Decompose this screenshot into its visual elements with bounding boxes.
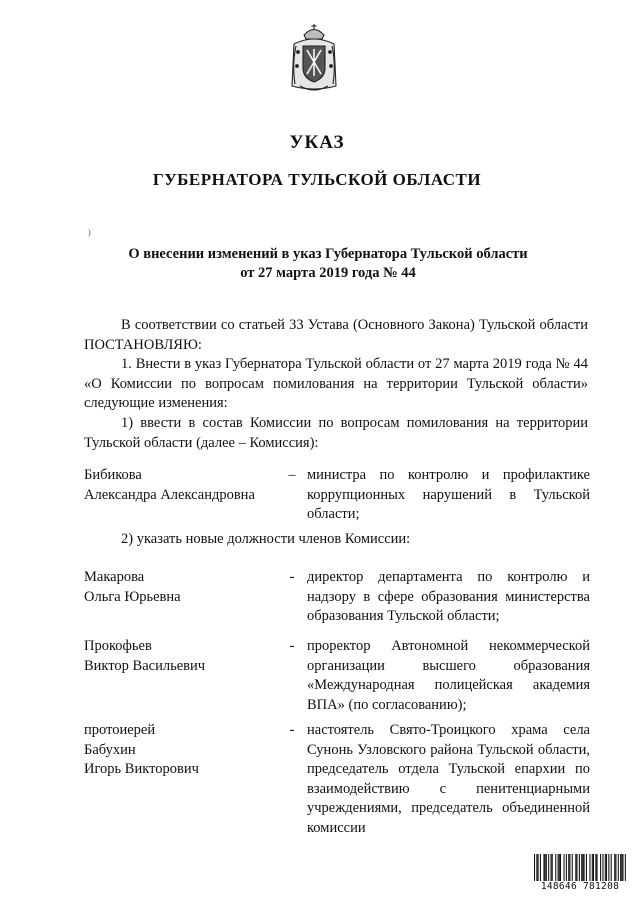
barcode-bar (597, 854, 598, 881)
barcode-bar (581, 854, 582, 881)
barcode-bar (622, 854, 623, 881)
paragraph-item-1-2: 2) указать новые должности членов Комиссии: (121, 531, 411, 547)
barcode-bar (551, 854, 552, 881)
barcode-bar (569, 854, 570, 881)
barcode-bar (579, 854, 580, 881)
paragraph-item-1-1: 1) ввести в состав Комиссии по вопросам помилования на территории Тульской области (далее – Комиссия): (84, 415, 588, 451)
barcode-bar (552, 854, 553, 881)
barcode-bar (589, 854, 590, 881)
barcode-bar (593, 854, 594, 881)
member-name: Макарова Ольга Юрьевна (84, 569, 181, 605)
barcode-bar (536, 854, 537, 881)
barcode-bar (558, 854, 559, 881)
barcode-bar (572, 854, 573, 881)
barcode-bar (534, 854, 535, 881)
paragraph-item-1: 1. Внести в указ Губернатора Тульской области от 27 марта 2019 года № 44 «О Комиссии по вопросам помилования на территории Тульской области» следующие изменения: (84, 356, 588, 411)
barcode-bar (606, 854, 607, 881)
member-name: Прокофьев Виктор Васильевич (84, 638, 206, 674)
barcode-bar (575, 854, 576, 881)
barcode-bar (546, 854, 547, 881)
member-dash: - (289, 722, 295, 738)
document-issuer: ГУБЕРНАТОРА ТУЛЬСКОЙ ОБЛАСТИ (152, 170, 482, 189)
barcode-bar (620, 854, 621, 881)
barcode-bar (611, 854, 612, 881)
member-dash: – (288, 467, 296, 483)
barcode-bar (595, 854, 596, 881)
barcode-bar (545, 854, 546, 881)
stray-mark: ) (88, 228, 91, 237)
barcode-bar (559, 854, 560, 881)
barcode-bar (586, 854, 587, 881)
barcode-bar (568, 854, 569, 881)
barcode-number: 148646 781208 (534, 881, 626, 892)
barcode-bar (608, 854, 609, 881)
barcode-bar (592, 854, 593, 881)
document-title: УКАЗ (289, 132, 345, 153)
paragraph-preamble: В соответствии со статьей 33 Устава (Основного Закона) Тульской области ПОСТАНОВЛЯЮ: (84, 317, 588, 353)
member-dash: - (289, 638, 295, 654)
barcode-bar (548, 854, 549, 881)
barcode-bar (614, 854, 615, 881)
member-position: проректор Автономной некоммерческой организации высшего образования «Международная полицейская академия ВПА» (по согласованию); (307, 638, 590, 713)
subject-line-2: от 27 марта 2019 года № 44 (240, 265, 416, 281)
member-name: протоиерей Бабухин Игорь Викторович (84, 722, 199, 777)
barcode-bar (605, 854, 606, 881)
barcode-bar (540, 854, 541, 881)
barcode-bar (560, 854, 561, 881)
barcode-bar (602, 854, 603, 881)
barcode-bar (615, 854, 616, 881)
barcode-bar (600, 854, 601, 881)
member-position: министра по контролю и профилактике коррупционных нарушений в Тульской области; (307, 467, 590, 522)
barcode-bar (584, 854, 585, 881)
barcode-bar (566, 854, 567, 881)
barcode-bar (625, 854, 626, 881)
coat-of-arms-icon (286, 22, 342, 94)
member-position: настоятель Свято-Троицкого храма села Сунонь Узловского района Тульской области, председатель отдела Тульской епархии по взаимодействию с пенитенциарными учреждениями, председатель объединенной комиссии (307, 722, 590, 836)
barcode-bar (563, 854, 564, 881)
barcode-bar (618, 854, 619, 881)
barcode-bar (576, 854, 577, 881)
member-name: Бибикова Александра Александровна (84, 467, 255, 503)
barcode-bar (582, 854, 583, 881)
barcode-bar (621, 854, 622, 881)
member-position: директор департамента по контролю и надзору в сфере образования министерства образования Тульской области; (307, 569, 590, 624)
barcode-bar (555, 854, 556, 881)
barcode-bar (538, 854, 539, 881)
document-subject (100, 245, 556, 283)
member-dash: - (289, 569, 295, 585)
barcode-bar (543, 854, 544, 881)
subject-line-1: О внесении изменений в указ Губернатора Тульской области (128, 246, 528, 262)
